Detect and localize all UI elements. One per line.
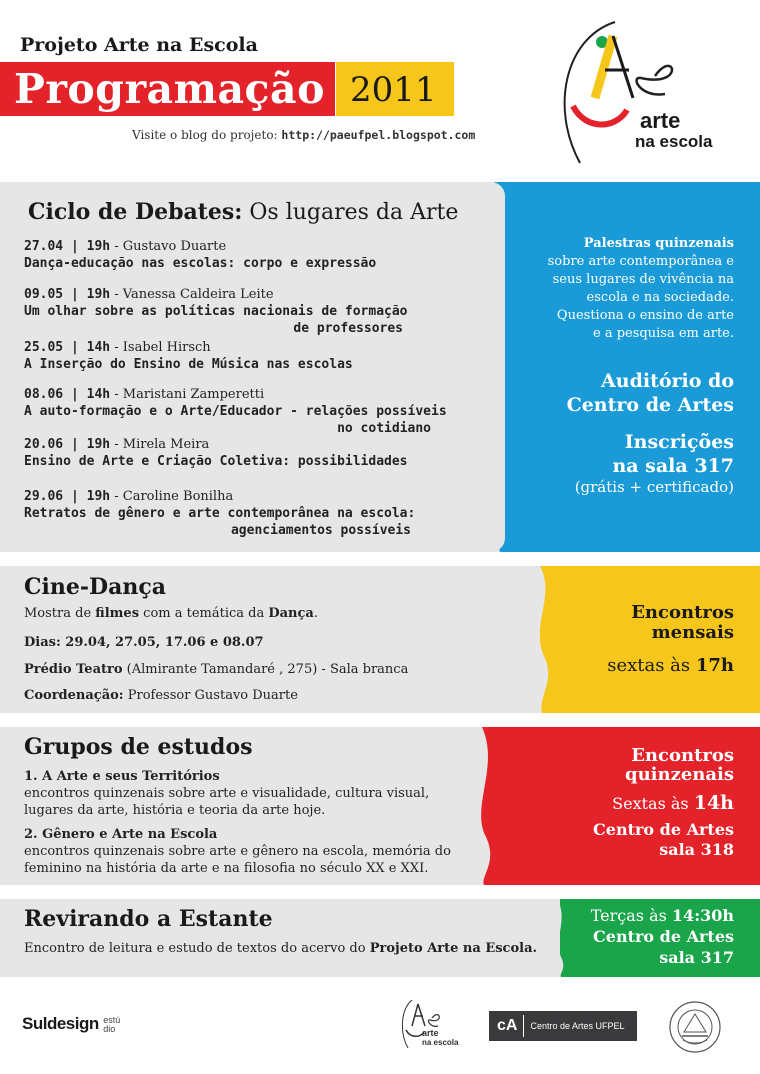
event-speaker: - Gustavo Duarte (114, 239, 227, 254)
arte-na-escola-small-logo (398, 996, 468, 1052)
ciclo-place: Auditório do (601, 370, 734, 392)
grupo-2 (24, 826, 464, 877)
small-logo-text-arte: arte (422, 1028, 439, 1038)
small-logo-text-na-escola: na escola (422, 1038, 459, 1047)
grupo-2-line: feminino na história da arte e na filosofia no século XX e XXI. (24, 861, 429, 876)
event-title: Um olhar sobre as políticas nacionais de formação (24, 304, 408, 319)
grupos-side-line: Encontros (631, 745, 734, 766)
grupos-wave (460, 727, 500, 885)
centro-de-artes-logo (489, 1011, 637, 1041)
estudio-text: estúdio (103, 1014, 121, 1034)
cine-side (560, 603, 734, 676)
revirando-side-place: sala 317 (659, 948, 734, 967)
suldesign-text: Suldesign (22, 1014, 99, 1033)
project-title: Projeto Arte na Escola (20, 34, 258, 56)
ciclo-desc-line: escola e na sociedade. (586, 290, 734, 305)
ca-label: Centro de Artes UFPEL (530, 1021, 625, 1031)
event-title: A auto-formação e o Arte/Educador - relações possíveis (24, 404, 447, 419)
event-item (24, 436, 479, 470)
ufpel-seal (668, 1000, 722, 1058)
ciclo-wave (480, 182, 520, 552)
blog-label: Visite o blog do projeto: (132, 128, 278, 142)
grupo-1-line: encontros quinzenais sobre arte e visualidade, cultura visual, (24, 786, 430, 801)
event-speaker: - Mirela Meira (114, 437, 210, 452)
event-speaker: - Isabel Hirsch (114, 340, 211, 355)
ciclo-desc-bold: Palestras quinzenais (583, 236, 734, 251)
event-date: 20.06 | 19h (24, 437, 111, 452)
grupo-1-title: 1. A Arte e seus Territórios (24, 769, 220, 784)
programacao-title: Programação (14, 65, 325, 113)
event-speaker: - Caroline Bonilha (114, 489, 234, 504)
ciclo-desc-line: sobre arte contemporânea e (547, 254, 734, 269)
revirando-title: Revirando a Estante (24, 906, 273, 932)
grupos-side-place: sala 318 (659, 840, 734, 859)
ciclo-inscricoes-note: (grátis + certificado) (574, 478, 734, 496)
event-item (24, 238, 479, 272)
suldesign-logo (22, 1014, 125, 1034)
event-title: Dança-educação nas escolas: corpo e expressão (24, 256, 377, 271)
grupos-side-time: Sextas às 14h (612, 792, 734, 814)
grupo-1-line: lugares da arte, história e teoria da arte hoje. (24, 803, 326, 818)
event-title: Ensino de Arte e Criação Coletiva: possibilidades (24, 454, 408, 469)
grupos-side-place: Centro de Artes (593, 820, 734, 839)
blog-line (132, 128, 475, 142)
cine-wave (520, 566, 560, 713)
ciclo-inscricoes: na sala 317 (612, 455, 734, 477)
cine-side-line: Encontros (631, 602, 734, 623)
cine-desc: Mostra de filmes com a temática da Dança. (24, 606, 318, 621)
grupos-title: Grupos de estudos (24, 734, 253, 760)
event-speaker: - Maristani Zamperetti (114, 387, 265, 402)
event-date: 27.04 | 19h (24, 239, 111, 254)
event-title: Retratos de gênero e arte contemporânea na escola: (24, 506, 416, 521)
ciclo-desc-line: e a pesquisa em arte. (593, 326, 734, 341)
grupos-side (540, 746, 734, 860)
revirando-side-place: Centro de Artes (593, 927, 734, 946)
event-date: 29.06 | 19h (24, 489, 111, 504)
cine-side-time: sextas às 17h (607, 655, 734, 676)
event-title-cont: agenciamentos possíveis (230, 523, 411, 538)
logo-text-na-escola: na escola (635, 132, 713, 151)
event-date: 25.05 | 14h (24, 340, 111, 355)
event-item (24, 488, 479, 539)
ciclo-side (520, 235, 734, 496)
grupo-2-line: encontros quinzenais sobre arte e gênero na escola, memória do (24, 844, 451, 859)
year-label: 2011 (350, 70, 437, 110)
blog-link[interactable]: http://paeufpel.blogspot.com (281, 128, 476, 142)
ciclo-title (28, 199, 458, 225)
revirando-side-time: Terças às 14:30h (590, 906, 734, 925)
arte-na-escola-logo (545, 18, 740, 168)
ciclo-title-rest: Os lugares da Arte (249, 200, 459, 225)
grupo-1 (24, 768, 464, 819)
cine-title: Cine-Dança (24, 574, 166, 600)
event-speaker: - Vanessa Caldeira Leite (114, 287, 274, 302)
cine-dias: Dias: 29.04, 27.05, 17.06 e 08.07 (24, 635, 264, 650)
ciclo-title-bold: Ciclo de Debates: (28, 199, 243, 225)
event-title-cont: de professores (293, 321, 403, 336)
university-seal-icon (668, 1000, 722, 1054)
revirando-side (570, 905, 734, 968)
event-item (24, 386, 479, 437)
revirando-desc: Encontro de leitura e estudo de textos do acervo do Projeto Arte na Escola. (24, 941, 538, 956)
event-date: 09.05 | 19h (24, 287, 111, 302)
cine-side-line: mensais (651, 622, 734, 643)
cine-predio: Prédio Teatro (Almirante Tamandaré , 275) - Sala branca (24, 662, 409, 677)
ciclo-place: Centro de Artes (566, 394, 734, 416)
ciclo-inscricoes: Inscrições (624, 431, 734, 453)
ciclo-desc-line: seus lugares de vivência na (552, 272, 734, 287)
cine-coordenacao: Coordenação: Professor Gustavo Duarte (24, 688, 298, 703)
ciclo-desc-line: Questiona o ensino de arte (556, 308, 734, 323)
grupos-side-line: quinzenais (625, 764, 734, 785)
event-title-cont: no cotidiano (337, 421, 431, 436)
event-item (24, 339, 479, 373)
event-item (24, 286, 479, 337)
logo-text-arte: arte (640, 108, 681, 133)
event-title: A Inserção do Ensino de Música nas escolas (24, 357, 353, 372)
ca-mark: cA (489, 1015, 524, 1037)
event-date: 08.06 | 14h (24, 387, 111, 402)
grupo-2-title: 2. Gênero e Arte na Escola (24, 827, 218, 842)
